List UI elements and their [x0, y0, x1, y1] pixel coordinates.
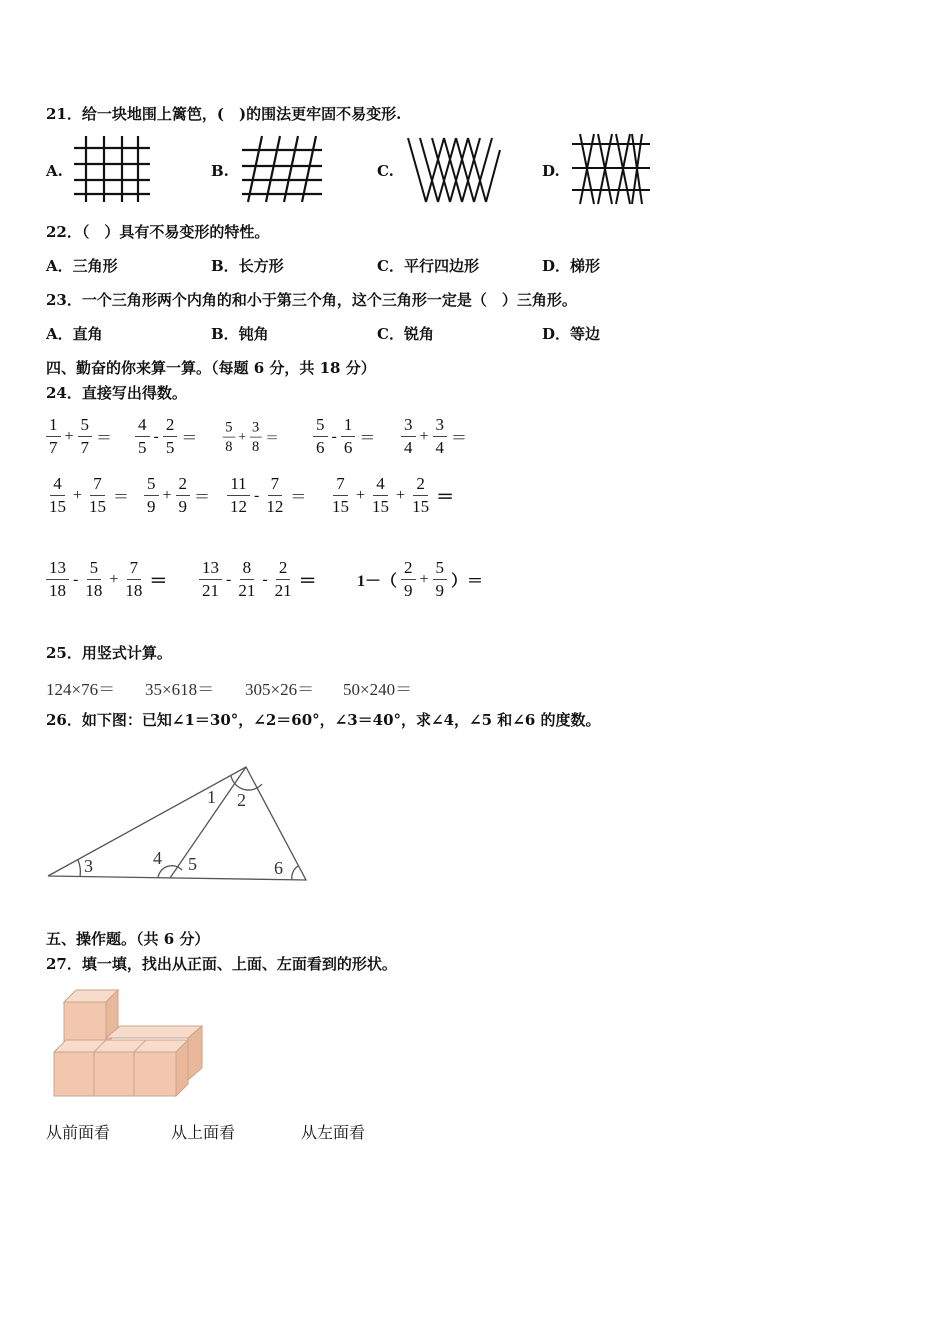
angle-label-6: 6: [274, 858, 283, 878]
fraction: $\frac{13}{18}$: [46, 557, 69, 602]
fraction: $\frac{13}{21}$: [199, 557, 222, 602]
fraction: $\frac{4}{15}$: [372, 474, 390, 516]
q24-expr-1: $\frac{1}{7}$ + $\frac{5}{7}$ ＝: [44, 414, 114, 459]
q22-stem: 22．（ ）具有不易变形的特性。: [46, 223, 270, 241]
q25-item-3: 305×26＝: [245, 680, 315, 699]
arc-angle-3: [78, 860, 80, 877]
q22-option-d[interactable]: D．梯形: [542, 257, 601, 275]
fraction: $\frac{2}{5}$: [163, 414, 178, 459]
q25-item-1: 124×76＝: [46, 680, 116, 699]
fraction: $\frac{7}{15}$: [332, 474, 349, 516]
view-label-top: 从上面看: [171, 1123, 236, 1142]
q24-expr-3: $\frac{5}{8}$ + $\frac{3}{8}$ ＝: [221, 418, 281, 456]
fraction: $\frac{5}{18}$: [85, 558, 103, 600]
q24-expr-10: $\frac{13}{18}$ - $\frac{5}{18}$ + $\frac{7}{18}$ ＝: [44, 557, 169, 602]
fraction: $\frac{5}{7}$: [78, 414, 93, 459]
q23-option-c[interactable]: C．锐角: [377, 325, 434, 343]
q23-stem: 23．一个三角形两个内角的和小于第三个角，这个三角形一定是（ ）三角形。: [46, 291, 577, 309]
fraction: $\frac{3}{8}$: [250, 418, 262, 456]
fraction: $\frac{2}{9}$: [401, 557, 416, 602]
q24-expr-9: $\frac{7}{15}$ + $\frac{4}{15}$ + $\frac{2}{15}$ ＝: [327, 473, 456, 518]
fraction: $\frac{2}{15}$: [412, 474, 430, 516]
fraction: $\frac{3}{4}$: [433, 414, 448, 459]
fraction: $\frac{7}{18}$: [125, 558, 143, 600]
q21-stem: 21．给一块地围上篱笆，( )的围法更牢固不易变形.: [46, 105, 402, 123]
q24-expr-8: $\frac{11}{12}$ - $\frac{7}{12}$ ＝: [225, 473, 308, 518]
fraction: $\frac{2}{9}$: [176, 473, 191, 518]
fraction: $\frac{5}{8}$: [223, 418, 235, 456]
fraction: $\frac{1}{7}$: [46, 414, 61, 459]
q25-stem: 25．用竖式计算。: [46, 644, 172, 662]
view-label-front: 从前面看: [46, 1123, 111, 1142]
q21-option-c-label[interactable]: C.: [377, 162, 394, 180]
fraction: $\frac{1}{6}$: [341, 414, 356, 459]
q26-stem: 26．如下图：已知∠1＝30°，∠2＝60°，∠3＝40°，求∠4，∠5 和∠6 的度数。: [46, 711, 601, 729]
q24-expr-2: $\frac{4}{5}$ - $\frac{2}{5}$ ＝: [133, 414, 199, 459]
q24-expr-12: 1－（ $\frac{2}{9}$ + $\frac{5}{9}$ ）＝: [357, 558, 484, 600]
q21-option-b-label[interactable]: B.: [211, 162, 229, 180]
q22-option-b[interactable]: B．长方形: [211, 257, 284, 275]
q24-expr-6: $\frac{4}{15}$ + $\frac{7}{15}$ ＝: [44, 473, 131, 518]
q22-option-c[interactable]: C．平行四边形: [377, 257, 479, 275]
q23-option-a[interactable]: A．直角: [46, 325, 103, 343]
fraction: $\frac{5}{9}$: [144, 473, 159, 518]
q21-option-a-label[interactable]: A.: [46, 162, 63, 180]
q25-item-4: 50×240＝: [343, 680, 413, 699]
fraction: $\frac{5}{9}$: [433, 557, 448, 602]
q27-stem: 27．填一填，找出从正面、上面、左面看到的形状。: [46, 955, 397, 973]
q24-stem: 24．直接写出得数。: [46, 384, 187, 402]
angle-label-2: 2: [237, 790, 246, 810]
angle-label-4: 4: [153, 848, 162, 868]
fraction: $\frac{8}{21}$: [238, 558, 256, 600]
q23-option-b[interactable]: B．钝角: [211, 325, 269, 343]
section-4-heading: 四、勤奋的你来算一算。（每题 6 分，共 18 分）: [46, 359, 376, 377]
q24-expr-5: $\frac{3}{4}$ + $\frac{3}{4}$ ＝: [399, 414, 469, 459]
section-5-heading: 五、操作题。（共 6 分）: [46, 930, 210, 948]
fraction: $\frac{2}{21}$: [274, 558, 292, 600]
q24-expr-7: $\frac{5}{9}$ + $\frac{2}{9}$ ＝: [142, 473, 212, 518]
angle-label-5: 5: [188, 854, 197, 874]
cube-stack-figure: [46, 988, 206, 1100]
fraction: $\frac{4}{5}$: [135, 414, 150, 459]
q21-option-d-label[interactable]: D.: [542, 162, 560, 180]
fraction: $\frac{5}{6}$: [313, 414, 328, 459]
fraction: $\frac{7}{15}$: [89, 474, 107, 516]
fraction: $\frac{11}{12}$: [227, 473, 250, 518]
arc-angle-6: [292, 866, 298, 880]
q25-item-2: 35×618＝: [145, 680, 215, 699]
q22-option-a[interactable]: A．三角形: [46, 257, 118, 275]
fraction: $\frac{7}{12}$: [266, 474, 284, 516]
q23-option-d[interactable]: D．等边: [542, 325, 601, 343]
q24-expr-4: $\frac{5}{6}$ - $\frac{1}{6}$ ＝: [311, 414, 377, 459]
view-label-left: 从左面看: [301, 1123, 366, 1142]
angle-label-3: 3: [84, 856, 93, 876]
fraction: $\frac{3}{4}$: [401, 414, 416, 459]
angle-label-1: 1: [207, 787, 216, 807]
fraction: $\frac{4}{15}$: [49, 474, 66, 516]
q24-expr-11: $\frac{13}{21}$ - $\frac{8}{21}$ - $\frac{2}{21}$ ＝: [197, 557, 319, 602]
